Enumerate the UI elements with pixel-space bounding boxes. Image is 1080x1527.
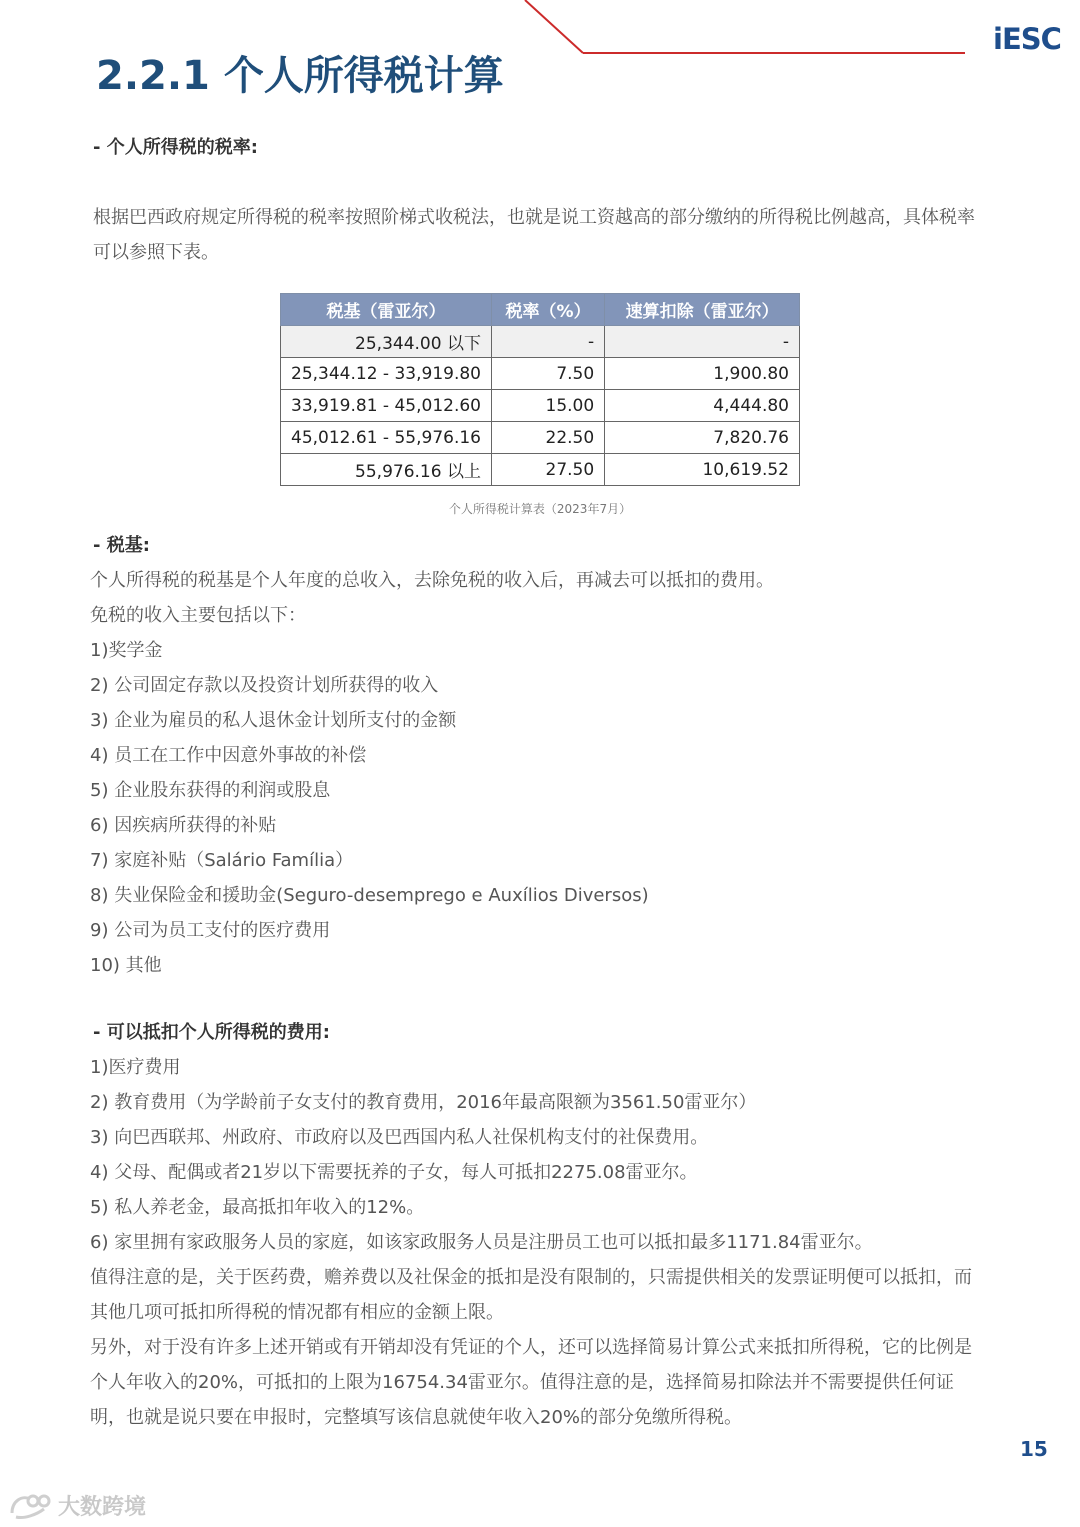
- deductible-expenses-heading: - 可以抵扣个人所得税的费用:: [93, 1022, 330, 1043]
- list-item: 4) 父母、配偶或者21岁以下需要抚养的子女，每人可抵扣2275.08雷亚尔。: [90, 1162, 698, 1183]
- simplified-deduction-paragraph: 另外，对于没有许多上述开销或有开销却没有凭证的个人，还可以选择简易计算公式来抵扣所得税，它的比例是个人年收入的20%，可抵扣的上限为16754.34雷亚尔。值得注意的是，选择简易扣除法并不需要提供任何证明，也就是说只要在申报时，完整填写该信息就使年收入20%的部分免缴所得税。: [90, 1337, 972, 1428]
- table-cell-quick-deduction: -: [605, 326, 800, 358]
- table-cell-quick-deduction: 1,900.80: [605, 358, 800, 390]
- deductible-expenses-list: [90, 1050, 873, 1260]
- table-cell-quick-deduction: 7,820.76: [605, 422, 800, 454]
- table-cell-tax-base: 45,012.61 - 55,976.16: [281, 422, 492, 454]
- table-row: [281, 390, 800, 422]
- table-cell-tax-base: 55,976.16 以上: [281, 454, 492, 486]
- page-title: 2.2.1 个人所得税计算: [96, 53, 504, 99]
- column-header-tax-rate: 税率（%）: [491, 294, 604, 326]
- table-cell-tax-rate: 22.50: [491, 422, 604, 454]
- table-row: [281, 422, 800, 454]
- list-item: 1)奖学金: [90, 640, 163, 661]
- table-row: [281, 454, 800, 486]
- list-item: 7) 家庭补贴（Salário Família）: [90, 850, 354, 871]
- list-item: 2) 公司固定存款以及投资计划所获得的收入: [90, 675, 439, 696]
- tax-base-heading: - 税基:: [93, 535, 150, 556]
- table-cell-tax-rate: 7.50: [491, 358, 604, 390]
- column-header-quick-deduction: 速算扣除（雷亚尔）: [605, 294, 800, 326]
- list-item: 8) 失业保险金和援助金(Seguro-desemprego e Auxílios Diversos): [90, 885, 649, 906]
- watermark: [8, 1490, 146, 1521]
- page-number: 15: [1020, 1437, 1048, 1461]
- list-item: 9) 公司为员工支付的医疗费用: [90, 920, 331, 941]
- table-row: [281, 326, 800, 358]
- table-cell-quick-deduction: 4,444.80: [605, 390, 800, 422]
- table-cell-tax-rate: 15.00: [491, 390, 604, 422]
- table-cell-tax-rate: 27.50: [491, 454, 604, 486]
- tax-rate-heading: - 个人所得税的税率:: [93, 137, 258, 158]
- watermark-text: 大数跨境: [58, 1495, 147, 1520]
- table-cell-tax-rate: -: [491, 326, 604, 358]
- list-item: 4) 员工在工作中因意外事故的补偿: [90, 745, 367, 766]
- list-item: 6) 因疾病所获得的补贴: [90, 815, 277, 836]
- table-cell-tax-base: 25,344.00 以下: [281, 326, 492, 358]
- exempt-income-intro: 免税的收入主要包括以下：: [90, 605, 306, 626]
- list-item: 6) 家里拥有家政服务人员的家庭，如该家政服务人员是注册员工也可以抵扣最多1171.84雷亚尔。: [90, 1232, 873, 1253]
- tax-base-definition: 个人所得税的税基是个人年度的总收入，去除免税的收入后，再减去可以抵扣的费用。: [90, 570, 774, 591]
- list-item: 3) 企业为雇员的私人退休金计划所支付的金额: [90, 710, 457, 731]
- table-row: [281, 358, 800, 390]
- tax-rate-table: [280, 293, 800, 486]
- table-cell-tax-base: 33,919.81 - 45,012.60: [281, 390, 492, 422]
- iesc-logo: iESC: [993, 22, 1061, 56]
- table-cell-quick-deduction: 10,619.52: [605, 454, 800, 486]
- list-item: 10) 其他: [90, 955, 162, 976]
- table-caption: 个人所得税计算表（2023年7月）: [448, 502, 632, 516]
- watermark-logo-icon: [8, 1491, 52, 1521]
- table-cell-tax-base: 25,344.12 - 33,919.80: [281, 358, 492, 390]
- column-header-tax-base: 税基（雷亚尔）: [281, 294, 492, 326]
- list-item: 2) 教育费用（为学龄前子女支付的教育费用，2016年最高限额为3561.50雷亚尔）: [90, 1092, 757, 1113]
- list-item: 1)医疗费用: [90, 1057, 181, 1078]
- list-item: 5) 私人养老金，最高抵扣年收入的12%。: [90, 1197, 425, 1218]
- table-header-row: [281, 294, 800, 326]
- tax-rate-paragraph: 根据巴西政府规定所得税的税率按照阶梯式收税法，也就是说工资越高的部分缴纳的所得税比例越高，具体税率可以参照下表。: [93, 207, 975, 263]
- list-item: 5) 企业股东获得的利润或股息: [90, 780, 331, 801]
- deduction-note-paragraph: 值得注意的是，关于医药费，赡养费以及社保金的抵扣是没有限制的，只需提供相关的发票证明便可以抵扣，而其他几项可抵扣所得税的情况都有相应的金额上限。: [90, 1267, 972, 1323]
- tax-base-intro: [90, 563, 774, 983]
- list-item: 3) 向巴西联邦、州政府、市政府以及巴西国内私人社保机构支付的社保费用。: [90, 1127, 709, 1148]
